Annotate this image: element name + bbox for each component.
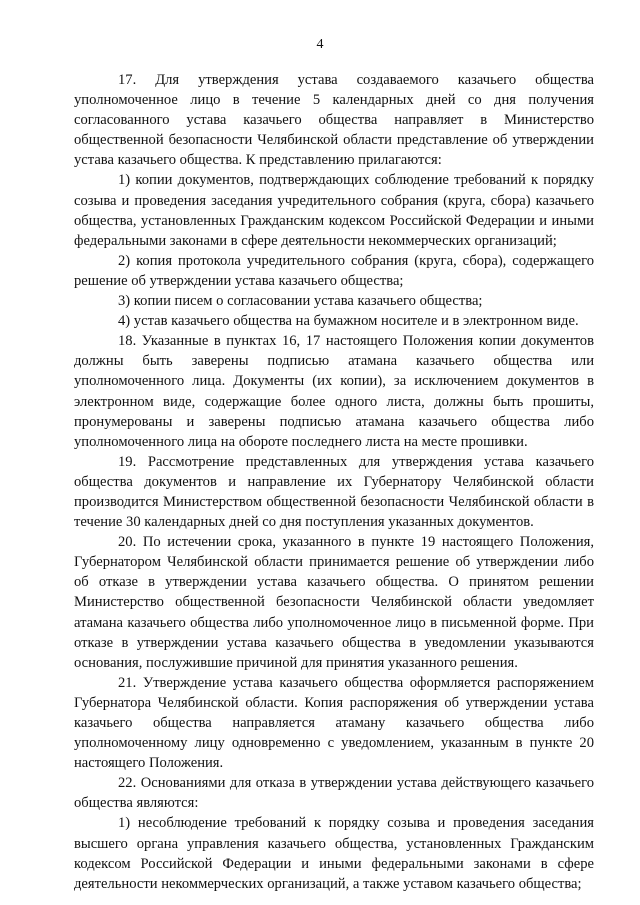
paragraph-17-item-2: 2) копия протокола учредительного собрания (круга, сбора), содержащего решение об утверждении устава казачьего общества;	[74, 252, 594, 289]
paragraph-17-item-1: 1) копии документов, подтверждающих соблюдение требований к порядку созыва и проведения заседания учредительного собрания (круга, сбора) казачьего общества, установленных Гражданским кодексом Российской Федерации и иными федеральными законами в сфере деятельности некоммерческих организаций;	[74, 172, 594, 249]
paragraph-20: 20. По истечении срока, указанного в пункте 19 настоящего Положения, Губернатором Челябинской области принимается решение об утверждении либо об отказе в утверждении устава казачьего общества. О принятом решении Министерство общественной безопасности Челябинской области уведомляет атамана казачьего общества либо уполномоченное лицо в письменной форме. При отказе в утверждении устава казачьего общества в уведомлении указываются основания, послужившие причиной для принятия указанного решения.	[74, 534, 594, 671]
paragraph-21: 21. Утверждение устава казачьего общества оформляется распоряжением Губернатора Челябинской области. Копия распоряжения об утверждении устава казачьего общества направляется атаману казачьего общества либо уполномоченному лицу одновременно с уведомлением, указанным в пункте 20 настоящего Положения.	[74, 674, 594, 772]
paragraph-17: 17. Для утверждения устава создаваемого казачьего общества уполномоченное лицо в течение 5 календарных дней со дня получения согласованного устава казачьего общества направляет в Министерство общественной безопасности Челябинской области представление об утверждении устава казачьего общества. К представлению прилагаются:	[74, 72, 594, 169]
paragraph-17-item-4: 4) устав казачьего общества на бумажном носителе и в электронном виде.	[118, 313, 579, 330]
paragraph-22-item-1: 1) несоблюдение требований к порядку созыва и проведения заседания высшего органа управления казачьего общества, установленных Гражданским кодексом Российской Федерации и иными федеральными законами в сфере деятельности некоммерческих организаций, а также уставом казачьего общества;	[74, 815, 594, 892]
paragraph-19: 19. Рассмотрение представленных для утверждения устава казачьего общества документов и направление их Губернатору Челябинской области производится Министерством общественной безопасности Челябинской области в течение 30 календарных дней со дня поступления указанных документов.	[74, 453, 594, 531]
page-number: 4	[316, 37, 324, 52]
document-body	[74, 70, 594, 894]
paragraph-17-item-3: 3) копии писем о согласовании устава казачьего общества;	[118, 293, 483, 310]
paragraph-22: 22. Основаниями для отказа в утверждении устава действующего казачьего общества являются:	[74, 775, 594, 812]
paragraph-18: 18. Указанные в пунктах 16, 17 настоящего Положения копии документов должны быть заверены подписью атамана казачьего общества или уполномоченного лица. Документы (их копии), за исключением документов в электронном виде, содержащие более одного листа, должны быть прошиты, пронумерованы и заверены подписью атамана казачьего общества либо уполномоченного лица на обороте последнего листа на месте прошивки.	[74, 333, 594, 450]
